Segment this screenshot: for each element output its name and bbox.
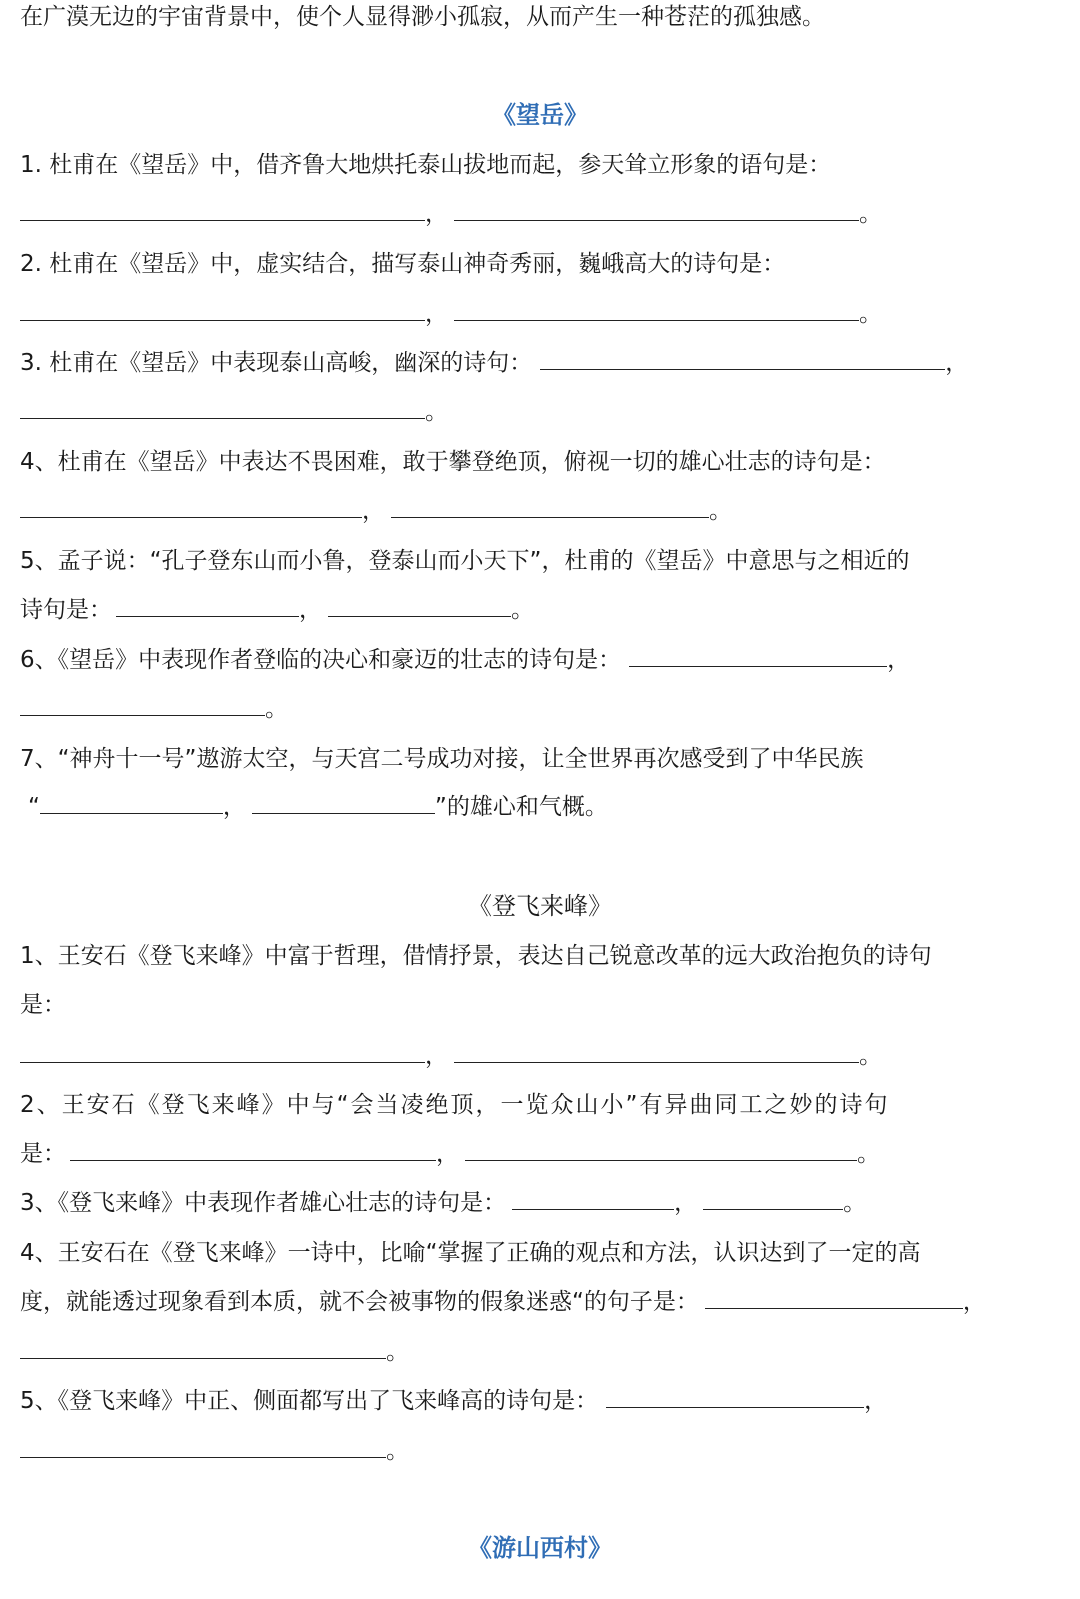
answer-blank[interactable]	[70, 1140, 436, 1161]
comma: ，	[887, 647, 911, 673]
comma: ，	[962, 1289, 986, 1315]
answer-blank[interactable]	[465, 1140, 857, 1161]
question-text: 1. 杜甫在《望岳》中，借齐鲁大地烘托泰山拔地而起，参天耸立形象的语句是：	[20, 152, 832, 178]
question-text: 2. 杜甫在《望岳》中，虚实结合，描写泰山神奇秀丽，巍峨高大的诗句是：	[20, 251, 786, 277]
answer-blank[interactable]	[20, 1042, 425, 1063]
question-line	[20, 596, 534, 624]
comma: ，	[864, 1388, 888, 1414]
answer-blank[interactable]	[20, 1437, 386, 1458]
question-text: 5、《登飞来峰》中正、侧面都写出了飞来峰高的诗句是：	[20, 1388, 599, 1414]
comma: ，	[425, 301, 448, 327]
question-text: 7、“神舟十一号”遨游太空，与天宫二号成功对接，让全世界再次感受到了中华民族	[20, 746, 864, 772]
answer-line	[20, 1042, 882, 1070]
answer-blank[interactable]	[705, 1288, 963, 1309]
comma: ，	[222, 794, 246, 820]
period: 。	[265, 696, 288, 722]
answer-blank[interactable]	[20, 1338, 386, 1359]
closing-text: ”的雄心和气概。	[434, 794, 608, 820]
question-text: 度，就能透过现象看到本质，就不会被事物的假象迷惑“的句子是：	[20, 1289, 699, 1315]
question-text: 4、杜甫在《望岳》中表达不畏困难，敢于攀登绝顶，俯视一切的雄心壮志的诗句是：	[20, 449, 886, 475]
answer-blank[interactable]	[252, 793, 435, 814]
period: 。	[859, 201, 882, 227]
answer-blank[interactable]	[116, 596, 299, 617]
question-text: 是：	[20, 1141, 66, 1167]
period: 。	[511, 597, 534, 623]
comma: ，	[362, 498, 385, 524]
answer-line	[20, 398, 448, 426]
answer-blank[interactable]	[454, 300, 859, 321]
period: 。	[859, 301, 882, 327]
question-text: 6、《望岳》中表现作者登临的决心和豪迈的壮志的诗句是：	[20, 647, 622, 673]
question-line	[20, 349, 968, 377]
comma: ，	[425, 201, 448, 227]
section-heading-wangyue: 《望岳》	[492, 101, 588, 129]
question-text: 2、王安石《登飞来峰》中与“会当凌绝顶，一览众山小”有异曲同工之妙的诗句	[20, 1092, 890, 1118]
period: 。	[386, 1339, 409, 1365]
answer-blank[interactable]	[20, 200, 425, 221]
question-line	[20, 1387, 887, 1415]
answer-blank[interactable]	[20, 695, 265, 716]
answer-line	[20, 1437, 409, 1465]
question-line	[20, 1189, 866, 1217]
answer-line	[20, 1338, 409, 1366]
answer-line	[20, 300, 882, 328]
period: 。	[859, 1043, 882, 1069]
period: 。	[843, 1190, 867, 1216]
answer-blank[interactable]	[328, 596, 511, 617]
question-line	[20, 1288, 986, 1316]
question-text: 是：	[20, 992, 66, 1018]
answer-blank[interactable]	[606, 1387, 864, 1408]
answer-blank[interactable]	[20, 398, 425, 419]
answer-blank[interactable]	[454, 1042, 859, 1063]
section-heading-dengfeilaifeng: 《登飞来峰》	[468, 892, 612, 920]
answer-line	[28, 793, 608, 821]
comma: ，	[436, 1141, 459, 1167]
question-text: 诗句是：	[20, 597, 112, 623]
comma: ，	[425, 1043, 448, 1069]
comma: ，	[299, 597, 322, 623]
answer-blank[interactable]	[20, 300, 425, 321]
comma: ，	[945, 350, 969, 376]
comma: ，	[674, 1190, 698, 1216]
answer-blank[interactable]	[40, 793, 223, 814]
question-text: 1、王安石《登飞来峰》中富于哲理，借情抒景，表达自己锐意改革的远大政治抱负的诗句	[20, 943, 932, 969]
answer-line	[20, 695, 288, 723]
answer-line	[20, 497, 732, 525]
answer-blank[interactable]	[629, 646, 887, 667]
answer-blank[interactable]	[20, 497, 362, 518]
question-text: 3、《登飞来峰》中表现作者雄心壮志的诗句是：	[20, 1190, 507, 1216]
answer-blank[interactable]	[391, 497, 709, 518]
section-heading-youshanxicun: 《游山西村》	[468, 1534, 612, 1562]
period: 。	[709, 498, 732, 524]
question-text: 5、孟子说：“孔子登东山而小鲁，登泰山而小天下”，杜甫的《望岳》中意思与之相近的	[20, 548, 910, 574]
answer-blank[interactable]	[512, 1189, 674, 1210]
open-quote: “	[28, 794, 40, 820]
intro-text: 在广漠无边的宇宙背景中，使个人显得渺小孤寂，从而产生一种苍茫的孤独感。	[20, 4, 825, 30]
question-line	[20, 646, 910, 674]
period: 。	[857, 1141, 880, 1167]
question-line	[20, 1140, 880, 1168]
answer-blank[interactable]	[703, 1189, 843, 1210]
question-text: 3. 杜甫在《望岳》中表现泰山高峻，幽深的诗句：	[20, 350, 533, 376]
period: 。	[386, 1438, 409, 1464]
answer-blank[interactable]	[540, 349, 945, 370]
answer-line	[20, 200, 882, 228]
period: 。	[425, 399, 448, 425]
answer-blank[interactable]	[454, 200, 859, 221]
question-text: 4、王安石在《登飞来峰》一诗中，比喻“掌握了正确的观点和方法，认识达到了一定的高	[20, 1240, 921, 1266]
